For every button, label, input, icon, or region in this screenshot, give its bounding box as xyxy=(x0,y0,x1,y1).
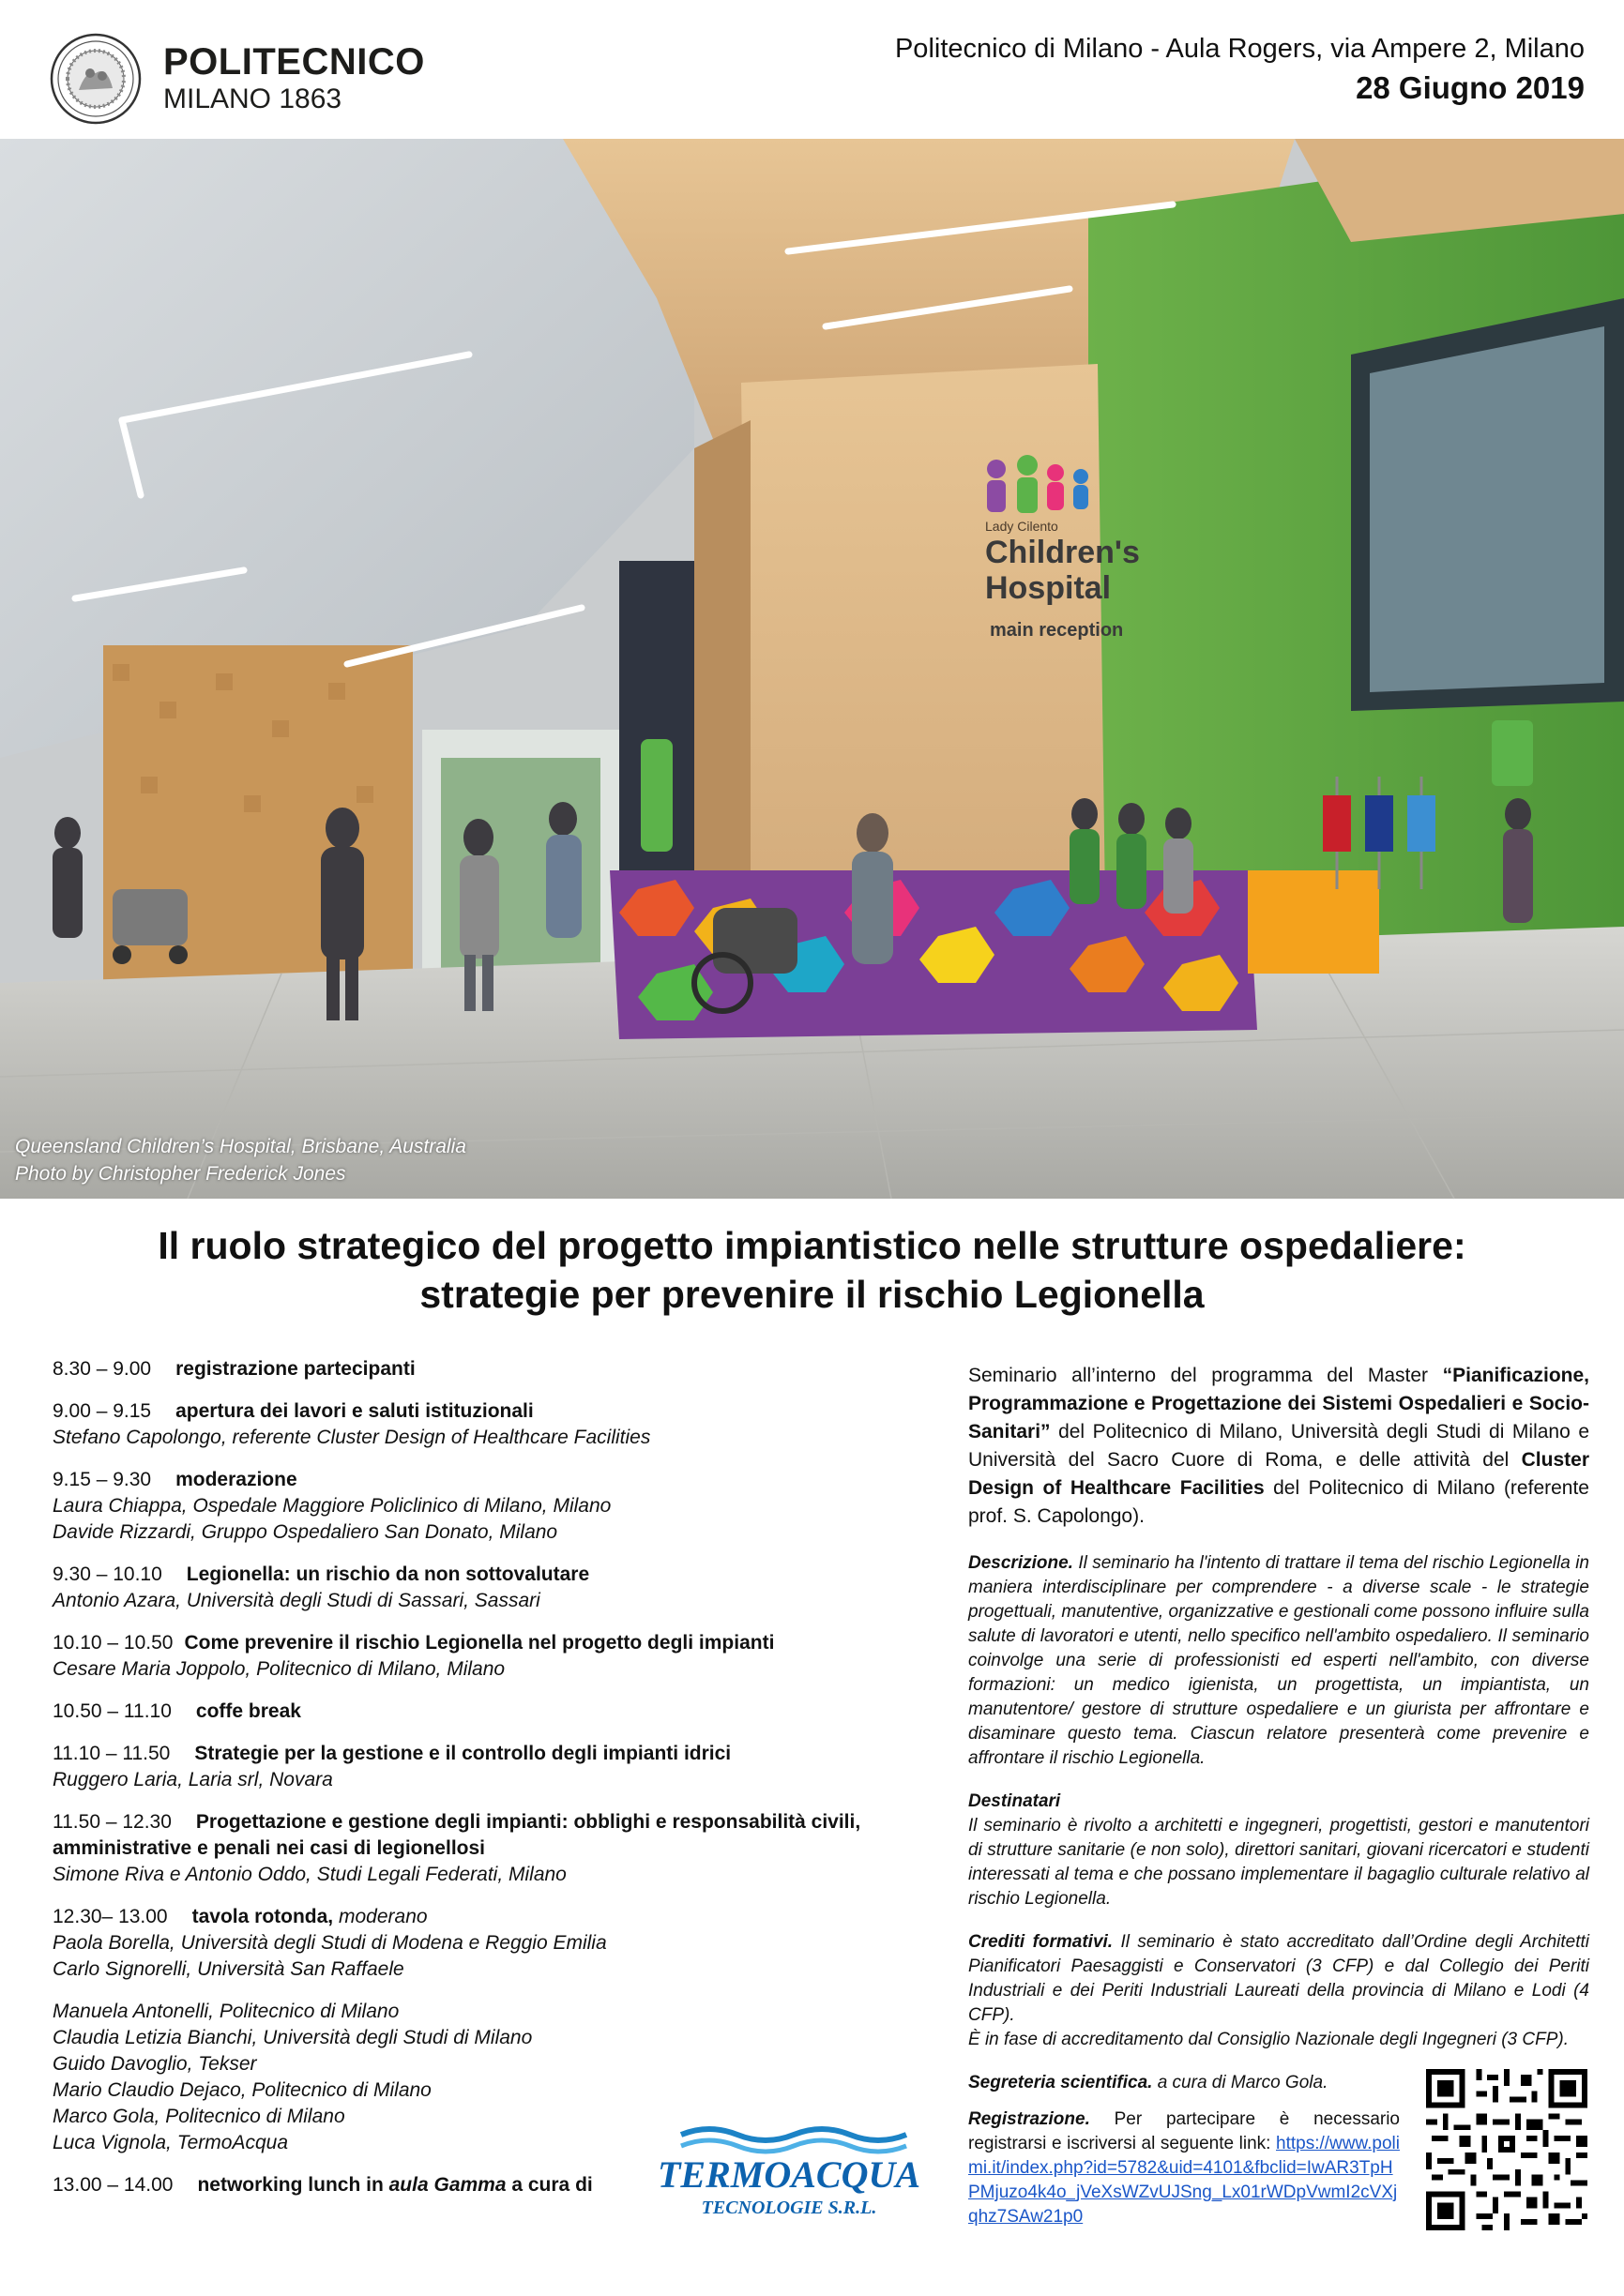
seminar-info xyxy=(968,1362,1589,2227)
slot-speaker: Paola Borella, Università degli Studi di Modena e Reggio Emilia xyxy=(53,1932,607,1954)
slot-time: 11.50 – 12.30 xyxy=(53,1811,172,1833)
program-slot xyxy=(53,1562,916,1614)
sign-line-4: main reception xyxy=(990,620,1124,641)
slot-title: apertura dei lavori e saluti istituzionali xyxy=(175,1400,534,1422)
registration-text: Per partecipare è necessario registrarsi e iscriversi al seguente link: xyxy=(968,2109,1400,2153)
program-slot xyxy=(53,1630,916,1683)
slot-time: 12.30– 13.00 xyxy=(53,1906,168,1927)
secretariat-text: a cura di Marco Gola. xyxy=(1152,2073,1328,2092)
slot-title: Legionella: un rischio da non sottovalutare xyxy=(186,1563,590,1585)
program-slot xyxy=(53,1356,916,1382)
program-slot xyxy=(53,1904,916,1983)
program-slot xyxy=(53,1741,916,1793)
intro-text-2: del Politecnico di Milano, Università degli Studi di Milano e Università del Sacro Cuore di Roma, e delle attività del xyxy=(968,1421,1589,1471)
description-paragraph xyxy=(968,1551,1589,1771)
cluster-name: Cluster Design of Healthcare Facilities xyxy=(968,1449,1589,1499)
intro-text-1: Seminario all’interno del programma del Master xyxy=(968,1365,1443,1386)
intro-text-3: del Politecnico di Milano (referente prof. S. Capolongo). xyxy=(968,1477,1589,1527)
seminar-title xyxy=(0,1221,1624,1319)
slot-time: 9.00 – 9.15 xyxy=(53,1400,152,1422)
program-slot xyxy=(53,1467,916,1546)
panelist: Luca Vignola, TermoAcqua xyxy=(53,2132,289,2153)
credits-pending: È in fase di accreditamento dal Consiglio Nazionale degli Ingegneri (3 CFP). xyxy=(968,2030,1570,2049)
sponsor-sub: TECNOLOGIE S.R.L. xyxy=(701,2198,877,2218)
panelist: Mario Claudio Dejaco, Politecnico di Milano xyxy=(53,2079,432,2101)
slot-time: 9.15 – 9.30 xyxy=(53,1469,152,1490)
slot-speaker: Antonio Azara, Università degli Studi di Sassari, Sassari xyxy=(53,1590,540,1611)
caption-location: Queensland Children’s Hospital, Brisbane, Australia xyxy=(15,1136,466,1157)
slot-time: 13.00 – 14.00 xyxy=(53,2174,174,2196)
lunch-place: aula Gamma xyxy=(388,2174,507,2196)
slot-speaker: Stefano Capolongo, referente Cluster Design of Healthcare Facilities xyxy=(53,1427,651,1448)
slot-time: 11.10 – 11.50 xyxy=(53,1743,171,1764)
slot-title: Strategie per la gestione e il controllo degli impianti idrici xyxy=(194,1743,732,1764)
slot-title: Come prevenire il rischio Legionella nel progetto degli impianti xyxy=(184,1632,775,1654)
title-line-2: strategie per prevenire il rischio Legionella xyxy=(419,1273,1205,1316)
event-venue: Politecnico di Milano - Aula Rogers, via Ampere 2, Milano xyxy=(894,34,1585,64)
caption-credit: Photo by Christopher Frederick Jones xyxy=(15,1163,346,1185)
registration-label: Registrazione. xyxy=(968,2109,1090,2129)
slot-speaker: Ruggero Laria, Laria srl, Novara xyxy=(53,1769,333,1790)
politecnico-logo xyxy=(49,32,425,126)
audience-paragraph xyxy=(968,1790,1589,1911)
org-name: POLITECNICO xyxy=(163,41,425,83)
program-slot xyxy=(53,1398,916,1451)
politecnico-seal-icon xyxy=(49,32,143,126)
slot-speaker: Carlo Signorelli, Università San Raffaele xyxy=(53,1958,404,1980)
qr-code-icon[interactable] xyxy=(1426,2069,1587,2230)
description-text: Il seminario ha l'intento di trattare il tema del rischio Legionella in maniera interdisciplinare per comprendere - a diverse scale - le strategie progettuali, manutentive, organizzative e gestionali come possono influire sulla salute di lavoratori e utenti, nello specifico nell'ambito ospedaliero. Il seminario coinvolge una serie di professionisti ed esperti nell'ambito, con diverse formazioni: un medico igienista, un progettista, un impiantista, un manutentore/ gestore di strutture ospedaliere e un giurista per affrontare e disaminare questo tema. Ciascun relatore presenterà come prevenire e affrontare il rischio Legionella. xyxy=(968,1553,1589,1768)
slot-time: 8.30 – 9.00 xyxy=(53,1358,152,1380)
slot-speaker: Cesare Maria Joppolo, Politecnico di Milano, Milano xyxy=(53,1658,506,1680)
slot-title: Progettazione e gestione degli impianti: obblighi e responsabilità civili, xyxy=(195,1811,861,1833)
slot-speaker: Davide Rizzardi, Gruppo Ospedaliero San Donato, Milano xyxy=(53,1521,558,1543)
slot-title-continued: amministrative e penali nei casi di legionellosi xyxy=(53,1837,485,1859)
slot-speaker: Laura Chiappa, Ospedale Maggiore Policlinico di Milano, Milano xyxy=(53,1495,612,1517)
panelist: Claudia Letizia Bianchi, Università degli Studi di Milano xyxy=(53,2027,533,2048)
intro-paragraph xyxy=(968,1362,1589,1531)
event-date: 28 Giugno 2019 xyxy=(1356,70,1585,105)
slot-moderators: moderano xyxy=(333,1906,428,1927)
program-slot xyxy=(53,1699,916,1725)
termoacqua-logo xyxy=(657,2122,921,2225)
org-subtitle: MILANO 1863 xyxy=(163,83,342,114)
slot-speaker: Simone Riva e Antonio Oddo, Studi Legali Federati, Milano xyxy=(53,1864,567,1885)
credits-text: Il seminario è stato accreditato dall’Ordine degli Architetti Pianificatori Paesaggisti e Conservatori (3 CFP) e dal Collegio dei Periti Industriali e dei Periti Industriali Laureati della provincia di Milano e Lodi (4 CFP). xyxy=(968,1932,1589,2025)
registration-paragraph xyxy=(968,2107,1400,2229)
hospital-lobby-illustration xyxy=(0,139,1624,1199)
slot-time: 10.10 – 10.50 xyxy=(53,1632,174,1654)
slot-title: coffe break xyxy=(195,1700,301,1722)
photo-caption xyxy=(15,1133,466,1187)
slot-title: moderazione xyxy=(175,1469,297,1490)
registration-link[interactable]: https://www.polimi.it/index.php?id=5782&uid=4101&fbclid=IwAR3TpHPMjuzo4k4o_jVeXsWZvUJSng_Lx01rWDpVwmI2cVXjqhz7SAw21p0 xyxy=(968,2134,1400,2227)
panelist: Marco Gola, Politecnico di Milano xyxy=(53,2106,345,2127)
slot-time: 10.50 – 11.10 xyxy=(53,1700,172,1722)
title-line-1: Il ruolo strategico del progetto impiantistico nelle strutture ospedaliere: xyxy=(158,1224,1466,1267)
panelist: Guido Davoglio, Tekser xyxy=(53,2053,257,2075)
audience-label: Destinatari xyxy=(968,1791,1061,1811)
audience-text: Il seminario è rivolto a architetti e ingegneri, progettisti, gestori e manutentori di strutture sanitarie (e non solo), direttori sanitari, giovani ricercatori e studenti interessati al tema e che possano implementare il bagaglio culturale relativo al rischio Legionella. xyxy=(968,1816,1589,1909)
slot-time: 9.30 – 10.10 xyxy=(53,1563,162,1585)
description-label: Descrizione. xyxy=(968,1553,1073,1573)
sign-line-3: Hospital xyxy=(985,570,1112,606)
program-slot xyxy=(53,1809,916,1888)
sign-line-1: Lady Cilento xyxy=(985,519,1058,534)
slot-title: tavola rotonda, xyxy=(191,1906,334,1927)
program-schedule xyxy=(53,1356,916,2214)
hero-photo xyxy=(0,139,1624,1199)
slot-title: registrazione partecipanti xyxy=(175,1358,416,1380)
credits-label: Crediti formativi. xyxy=(968,1932,1114,1952)
sponsor-name: TERMOACQUA xyxy=(657,2153,921,2196)
panelist: Manuela Antonelli, Politecnico di Milano xyxy=(53,2001,400,2022)
lunch-title: networking lunch in xyxy=(197,2174,389,2196)
credits-paragraph xyxy=(968,1930,1589,2052)
secretariat-label: Segreteria scientifica. xyxy=(968,2073,1153,2092)
header xyxy=(0,0,1624,139)
lunch-by: a cura di xyxy=(506,2174,593,2196)
master-name: “Pianificazione, Programmazione e Progettazione dei Sistemi Ospedalieri e Socio-Sanitari” xyxy=(968,1365,1589,1443)
sign-line-2: Children's xyxy=(985,535,1140,570)
